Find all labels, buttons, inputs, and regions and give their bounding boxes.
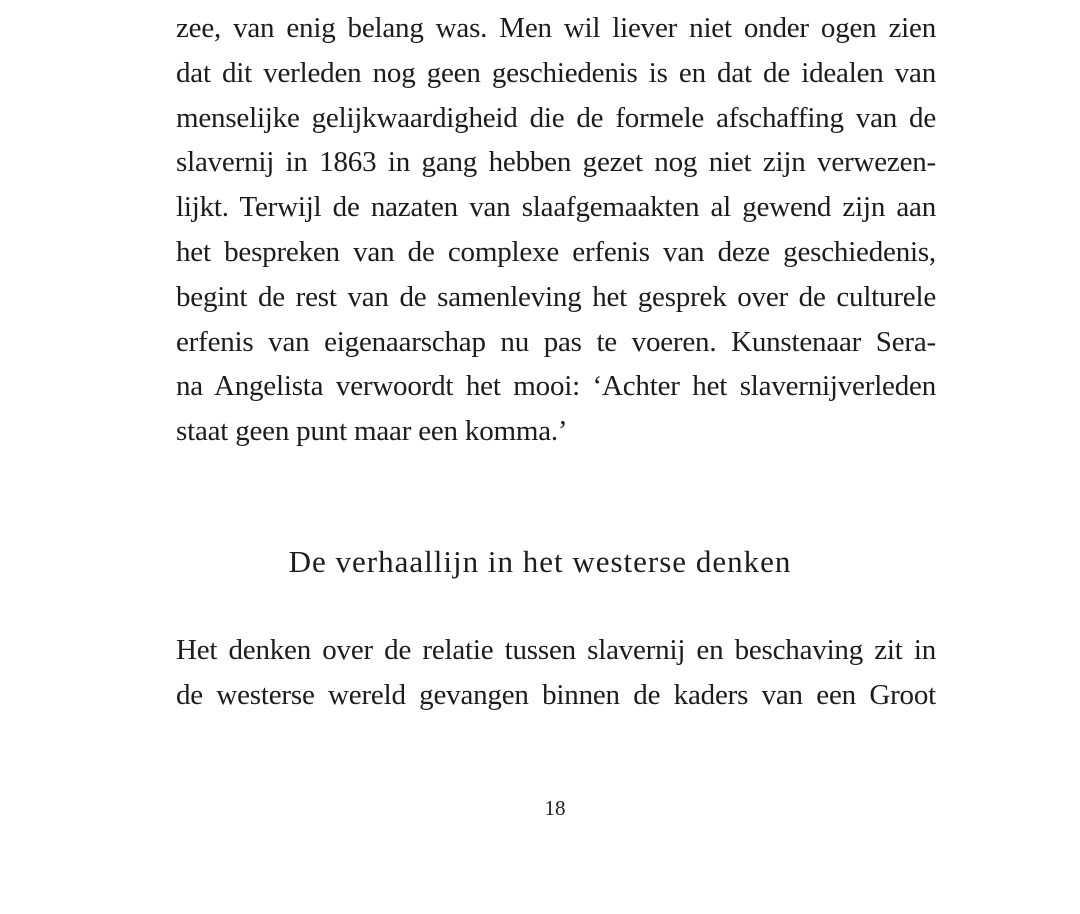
section-heading: De verhaallijn in het westerse denken xyxy=(288,544,792,579)
text-line: dat dit verleden nog geen geschiedenis is en dat de idealen van xyxy=(176,56,936,89)
text-line: slavernij in 1863 in gang hebben gezet nog niet zijn verwezen- xyxy=(176,146,936,179)
text-line: menselijke gelijkwaardigheid die de formele afschaffing van de xyxy=(176,101,936,134)
text-line: staat geen punt maar een komma.’ xyxy=(176,415,568,448)
text-line: lijkt. Terwijl de nazaten van slaafgemaakten al gewend zijn aan xyxy=(176,191,936,224)
text-line: begint de rest van de samenleving het gesprek over de culturele xyxy=(176,280,936,313)
body-paragraph-bottom xyxy=(176,628,936,718)
page-number: 18 xyxy=(544,796,566,820)
text-line: na Angelista verwoordt het mooi: ‘Achter het slavernijverleden xyxy=(176,370,936,403)
text-line: erfenis van eigenaarschap nu pas te voeren. Kunstenaar Sera- xyxy=(176,325,936,358)
text-line: het bespreken van de complexe erfenis van deze geschiedenis, xyxy=(176,235,936,268)
text-line: de westerse wereld gevangen binnen de kaders van een Groot xyxy=(176,678,936,711)
body-paragraph-top xyxy=(176,6,936,454)
text-line: Het denken over de relatie tussen slavernij en beschaving zit in xyxy=(176,634,936,666)
text-line: zee, van enig belang was. Men wil liever niet onder ogen zien xyxy=(176,12,936,44)
